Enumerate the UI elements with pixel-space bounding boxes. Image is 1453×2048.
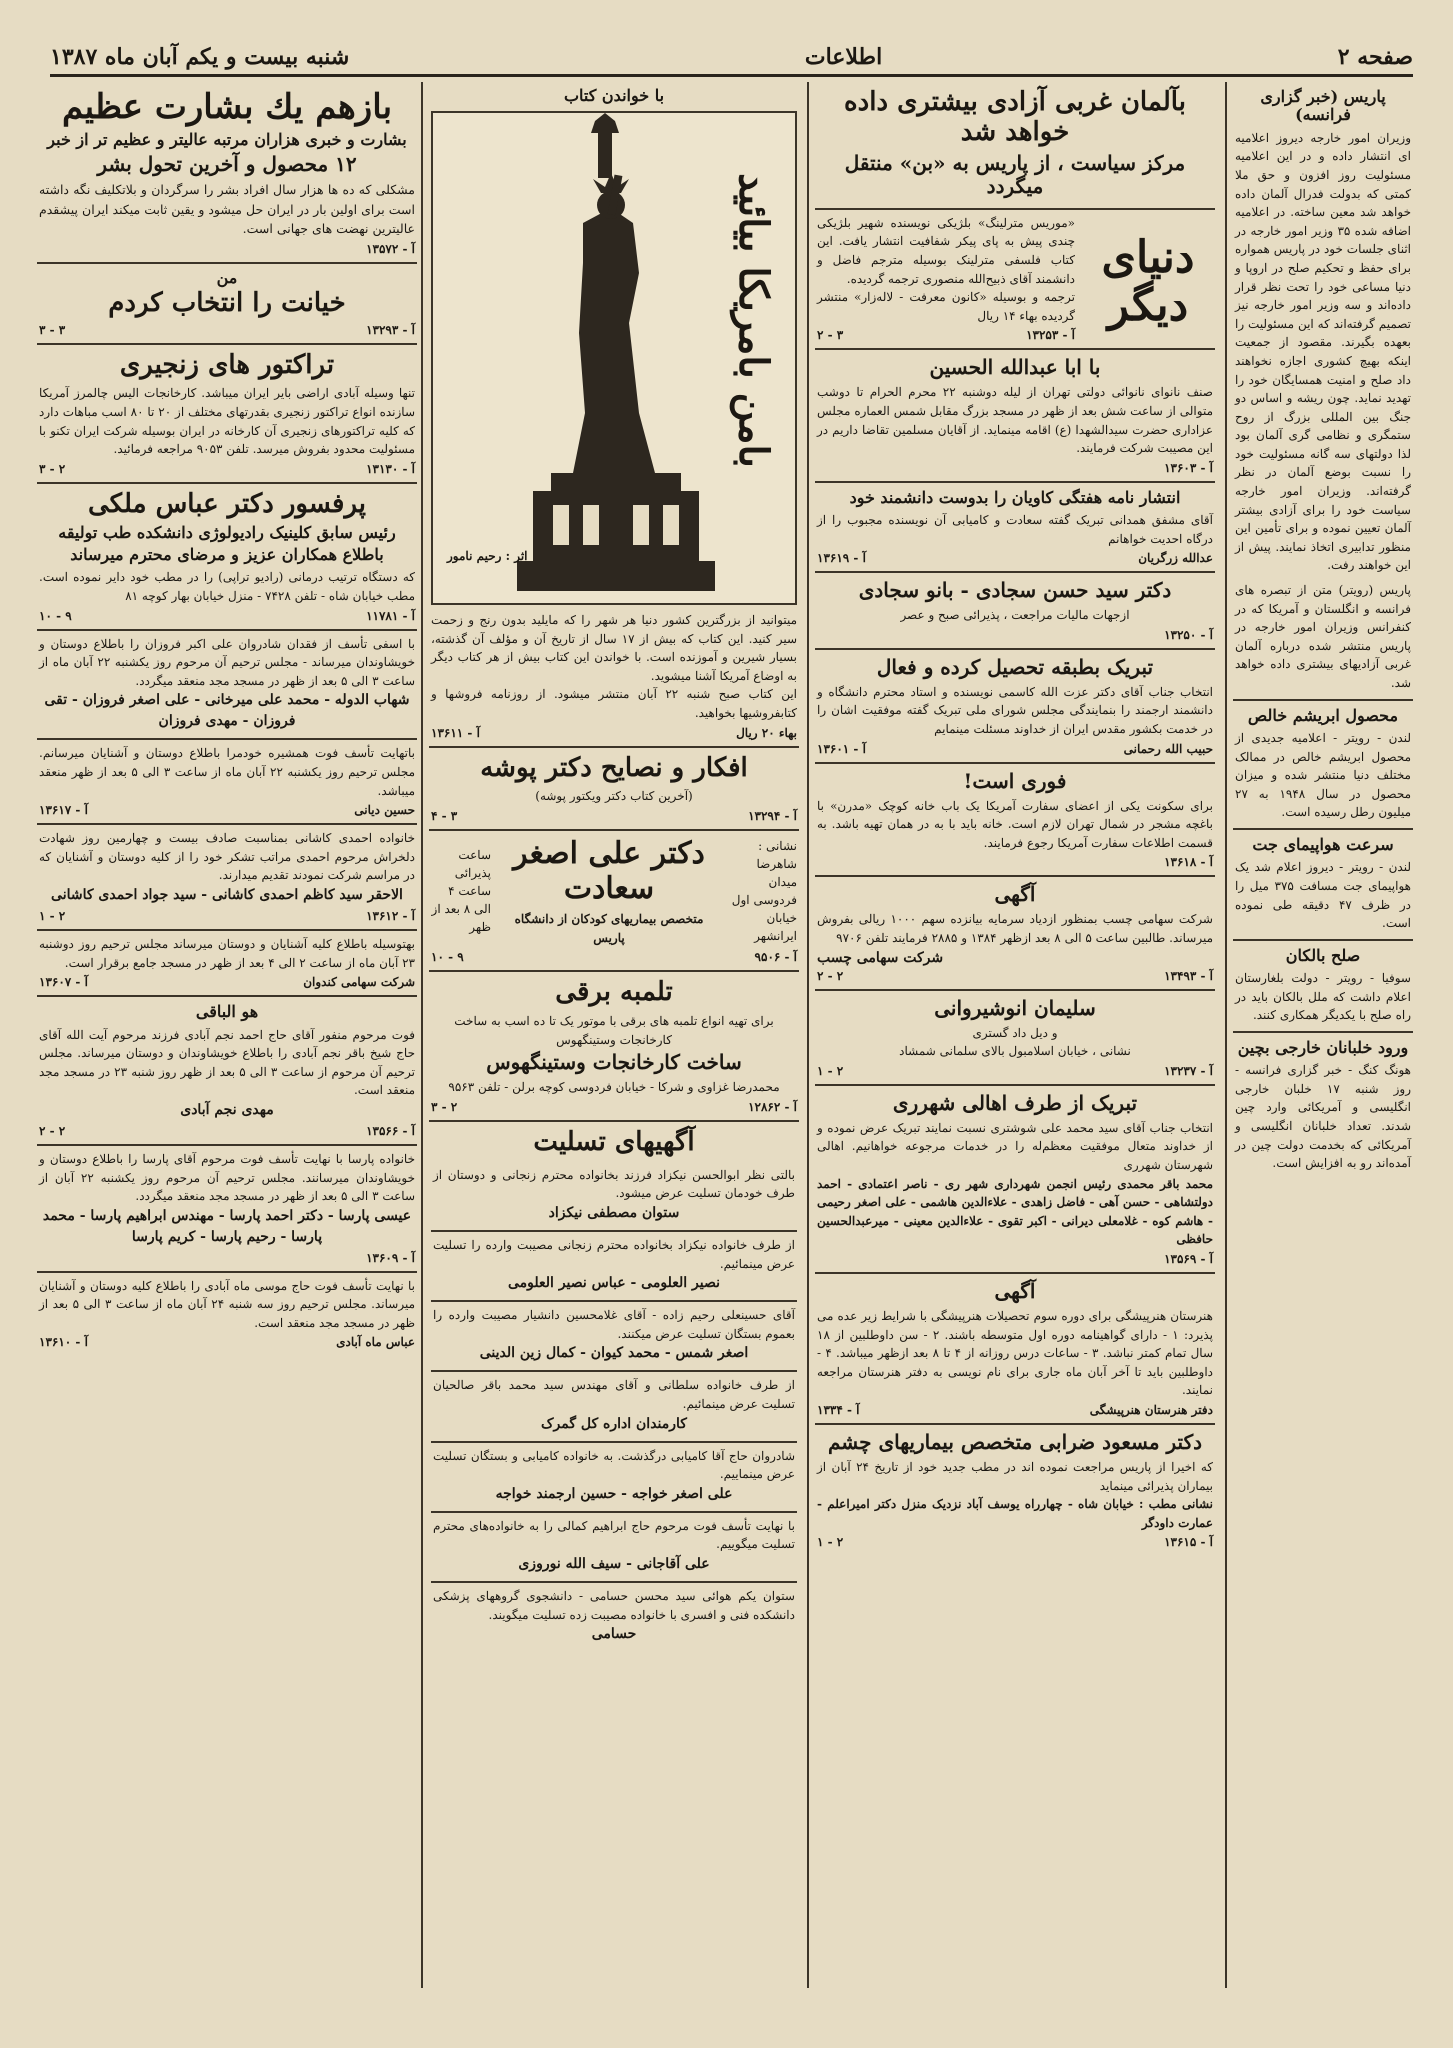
condolence-names: کارمندان اداره کل گمرک: [541, 1415, 687, 1432]
america-book-ref-code: آ - ۱۳۶۱۱: [431, 725, 480, 740]
dr-pouche-ref: [431, 809, 797, 823]
eye-doctor-address: نشانی مطب : خیابان شاه - چهارراه یوسف آباد نزدیک منزل دکتر امیراعلم - عمارت داودگر: [817, 1497, 1213, 1530]
obituary-mahabadi-body: با نهایت تأسف فوت حاج موسی ماه آبادی را باطلاع کلیه دوستان و آشنایان میرساند. مجلس ترحیم روز سه شنبه ۲۴ آبان ماه از ساعت ۳ الی ۵ بعد از ظهر در مسجد مجد منعقد است.: [39, 1278, 416, 1330]
acting-school-notice: [815, 1274, 1215, 1425]
share-sale-notice: [815, 877, 1215, 990]
dr-pouche-ref-no: ۳ - ۴: [431, 809, 458, 824]
obituary-najmabadi-ref: [39, 1124, 415, 1138]
book-ref: [817, 328, 1075, 342]
silk-news-body: لندن - رویتر - اعلامیه جدیدی از محصول ابریشم خالص در ممالک مختلف دنیا منتشر شده و میزان محصول در سال ۱۹۴۸ به ۲۷ میلیون رطل رسیده است.: [1235, 730, 1412, 820]
acting-school-body: هنرستان هنرپیشگی برای دوره سوم تحصیلات هنرپیشگی با شرایط زیر عده می پذیرد: ۱ - دارای گواهینامه دوره اول متوسطه باشند. ۲ - سن داوطلبین از ۱۸ سال تمام کمتر نباشد. ۳ - ساعات درس روزانه از ۴ تا ۸ بعد ازظهر میباشد. ۴ - داوطلبین باید تا آخر آبان ماه جاری برای نام نویسی به دفتر هنرستان مراجعه نمایند.: [817, 1308, 1214, 1398]
radiology-sub: رئیس سابق کلینیک رادیولوژی دانشکده طب تولیقه: [58, 522, 396, 542]
pump-sub: ساخت کارخانجات وستینگهوس: [486, 1050, 742, 1075]
glad-tidings-sub-2: ۱۲ محصول و آخرین تحول بشر: [97, 152, 357, 177]
publication-head: انتشار نامه هفتگی کاویان را بدوست دانشمند خود: [849, 487, 1181, 507]
masthead: [50, 40, 1413, 77]
pump-body: برای تهیه انواع تلمبه های برقی با موتور یک تا ده اسب به ساخت کارخانجات وستینگهوس: [454, 1014, 774, 1047]
condolence-text: با نهایت تأسف فوت مرحوم حاج ابراهیم کمالی را به خانواده‌های محترم تسلیت میگوییم.: [433, 1518, 795, 1552]
obituary-najmabadi-head: هو الباقی: [195, 1002, 259, 1022]
obituary-mahabadi-ref-code: آ - ۱۳۶۱۰: [39, 1335, 88, 1350]
america-book-ad: [429, 82, 799, 748]
dr-pouche-book-ad: [429, 748, 799, 831]
obituary-kashani-ref-code: آ - ۱۳۶۱۲: [366, 908, 415, 923]
obituary-dayani: [37, 740, 417, 825]
obituary-parsa-ref: [39, 1251, 415, 1265]
statue-illustration: [431, 111, 797, 605]
paris-news-body: وزیران امور خارجه دیروز اعلامیه ای انتشار داده و در این اعلامیه مسئولیت روز افزون و حق ملا کمتی که بدولت فدرال آلمان داده خواهد شد معین ساخته. در اعلامیه اضافه شده ۳۵ وزیر امور خارجه در اثنای جلسات خود در پاریس همواره برای حفظ و تحکیم صلح در اروپا و دنیا مساعی خود را تحت نظر قرار داده‌اند و سه وزیر امور خارجه نیز تصمیم گرفته‌اند که این مسئولیت را بعهده بگیرند. مقصود از جمعیت اینکه بهیچ کشوری اجازه نخواهند داد صلح و امنیت همسایگان خود را تهدید نماید. چون ریشه و اساس دو جنگ بین المللی بزرگ از روح ستمگری و نظامی گری آلمان بود لذا دولتهای سه گانه مسئولیت خود را نسبت بوضع آلمان در نظر گرفته‌اند. وزیران امور خارجه سیاست خود را برای آزادی بیشتر آلمان تعیین نموده و برای تأمین این منظور تدابیری اتخاذ نمایند. پیش از این خواهند رفت.: [1235, 130, 1411, 573]
lawyer-sub: و دیل داد گستری: [972, 1025, 1058, 1040]
share-sale-ref-code: آ - ۱۳۴۹۳: [1164, 968, 1213, 983]
congrats-notice: [815, 650, 1215, 764]
obituary-forouzan: [37, 631, 417, 741]
doctor-sajjadi-ref-code: آ - ۱۳۲۵۰: [1164, 627, 1213, 642]
silk-news-head: محصول ابریشم خالص: [1247, 705, 1399, 725]
congrats-head: تبریک بطبقه تحصیل کرده و فعال: [876, 654, 1154, 679]
pilots-news-head: ورود خلبانان خارجی بچین: [1237, 1037, 1409, 1057]
dr-pouche-ref-code: آ - ۱۳۲۹۴: [748, 809, 797, 824]
mourning-head: با ابا عبدالله الحسین: [929, 355, 1101, 380]
shahre-ray-ref-code: آ - ۱۳۵۶۹: [1164, 1251, 1213, 1266]
condolence-names: علی آقاجانی - سیف الله نوروزی: [518, 1555, 710, 1572]
pediatrician-hours: ساعت پذیرائی ساعت ۴ الی ۸ بعد از ظهر: [431, 848, 491, 935]
america-book-price: بهاء ۲۰ ریال: [736, 725, 797, 740]
radiology-ref-no: ۹ - ۱۰: [39, 608, 72, 623]
eye-doctor-body: که اخیرا از پاریس مراجعت نموده اند در مطب جدید خود از تاریخ ۲۴ آبان از بیماران پذیرائی مینماید: [817, 1459, 1214, 1493]
condolence-names: حسامی: [591, 1626, 637, 1643]
congrats-ref: [817, 742, 1213, 756]
share-sale-ref: [817, 969, 1213, 983]
book-ad: [815, 210, 1215, 351]
share-sale-ref-no: ۲ - ۲: [817, 968, 844, 983]
paris-news-head: پاریس (خبر گزاری فرانسه): [1260, 87, 1386, 125]
publication-signature: عدالله زرگریان: [1138, 551, 1213, 566]
pump-address: محمدرضا غزاوی و شرکا - خیابان فردوسی کوچه برلن - تلفن ۹۵۶۳: [448, 1080, 780, 1095]
publication-body: آقای مشفق همدانی تبریک گفته سعادت و کامیابی آن نویسنده مجبوب را از درگاه احدیت خواهانم: [817, 513, 1213, 546]
publication-ref-code: آ - ۱۳۶۱۹: [817, 551, 866, 566]
lead-story-sub: مرکز سیاست ، از پاریس به «بن» منتقل میگردد: [844, 150, 1186, 198]
lawyer-ref-code: آ - ۱۳۲۳۷: [1164, 1063, 1213, 1078]
paris-news-body-2: پاریس (رویتر) متن از تبصره های فرانسه و انگلستان و آمریکا که در کنفرانس وزیران امور خارجه در پاریس منتشر شده درباره آلمان غربی آزادیهای بیشتری داده خواهد شد.: [1235, 583, 1411, 690]
pump-ref-no: ۲ - ۳: [431, 1099, 458, 1114]
page-number: صفحه ۲: [1337, 44, 1413, 70]
pediatrician-ref: [431, 950, 797, 964]
obituary-dayani-ref-code: آ - ۱۳۶۱۷: [39, 803, 88, 818]
radiology-head: پرفسور دکتر عباس ملکی: [87, 488, 367, 519]
obituary-parsa-names: عیسی پارسا - دکتر احمد پارسا - مهندس ابراهیم پارسا - محمد پارسا - رحیم پارسا - کریم پارسا: [42, 1207, 412, 1245]
tractor-ref-code: آ - ۱۳۱۳۰: [366, 461, 415, 476]
condolence-item: [431, 1443, 797, 1513]
eye-doctor-ref-code: آ - ۱۳۶۱۵: [1164, 1535, 1213, 1550]
statue-title: بامن بامریکا بیائید: [730, 173, 777, 468]
condolence-names: ستوان مصطفی نیکزاد: [548, 1204, 680, 1221]
radiology-ref: [39, 609, 415, 623]
condolence-item: [431, 1583, 797, 1651]
silk-news: [1233, 701, 1413, 830]
eye-doctor-ref-no: ۲ - ۱: [817, 1535, 844, 1550]
obituary-parsa-body: خانواده پارسا با نهایت تأسف فوت مرحوم آقای پارسا را باطلاع دوستان و خویشاوندان میرسانند. مجلس ترحیم آن مرحوم روز یکشنبه ۲۲ آبان از ساعت ۳ الی ۵ بعد از ظهر در مسجد مجد منعقد میگردد.: [39, 1151, 415, 1204]
mourning-ref-code: آ - ۱۳۶۰۳: [1164, 460, 1213, 475]
pilots-news-body: هونگ کنگ - خبر گزاری فرانسه - روز شنبه ۱۷ خلبان خارجی انگلیسی و آمریکائی وارد چین شدند. تعداد خلبانان انگلیسی و آمریکائی که بخدمت دولت چین در آمده‌اند رو به افزایش است.: [1235, 1063, 1411, 1171]
condolence-item: [431, 1162, 797, 1232]
pediatrician-name: دکتر علی اصغر سعادت: [513, 836, 705, 906]
acting-school-ref: [817, 1403, 1213, 1417]
glad-tidings-ref: [39, 242, 415, 256]
pediatrician-spec: متخصص بیماریهای کودکان از دانشگاه پاریس: [514, 912, 704, 945]
ads-column-4: [31, 82, 423, 1988]
obituary-najmabadi-names: مهدی نجم آبادی: [180, 1101, 274, 1118]
tractor-ref-no: ۲ - ۳: [39, 461, 66, 476]
condolence-item: [431, 1302, 797, 1372]
jet-news-body: لندن - رویتر - دیروز اعلام شد یک هواپیمای جت مسافت ۳۷۵ میل را در ظرف ۴۷ دقیقه طی نموده است.: [1235, 860, 1411, 931]
obituary-kashani: [37, 825, 417, 931]
condolence-section: [429, 1122, 799, 1657]
obituary-kandovan-signature: شرکت سهامی کندوان: [303, 975, 415, 990]
glad-tidings-body: مشکلی که ده ها هزار سال افراد بشر را سرگردان و بلاتکلیف نگه داشته است برای اولین بار در ایران حل میشود و یقین ثابت میکند ایران پیشقدم عالیترین نهضت های جهانی است.: [39, 182, 415, 237]
peace-news-body: سوفیا - رویتر - دولت بلغارستان اعلام داشت که ملل بالکان باید در راه صلح با یکدیگر همکاری کنند.: [1235, 971, 1411, 1023]
pediatrician-ad: [429, 831, 799, 972]
mourning-notice: [815, 350, 1215, 482]
pump-head: تلمبه برقی: [555, 977, 673, 1008]
obituary-kandovan-ref-code: آ - ۱۳۶۰۷: [39, 975, 88, 990]
condolence-list: [431, 1162, 797, 1651]
ads-column-2: [807, 82, 1221, 1988]
condolence-text: آقای حسینعلی رحیم زاده - آقای غلامحسین دانشیار مصیبت وارده را بعموم بستگان تسلیت عرض میکنند.: [433, 1308, 795, 1341]
radiology-ref-code: آ - ۱۱۷۸۱: [366, 608, 415, 623]
dr-pouche-head: افکار و نصایح دکتر پوشه: [480, 752, 748, 783]
obituary-dayani-signature: حسین دیانی: [354, 803, 415, 818]
lead-story: [815, 82, 1215, 210]
book-note: ترجمه و بوسیله «کانون معرفت - لاله‌زار» منتشر گردیده بهاء ۱۴ ریال: [817, 290, 1075, 323]
radiology-sub-2: باطلاع همکاران عزیز و مرضای محترم میرساند: [70, 545, 384, 565]
condolence-names: اصغر شمس - محمد کیوان - کمال زین الدینی: [479, 1345, 749, 1362]
obituary-dayani-body: باتهایت تأسف فوت همشیره خودمرا باطلاع دوستان و آشنایان میرسانم. مجلس ترحیم روز یکشنبه ۲۲ آبان ماه از ساعت ۳ الی ۵ بعد از ظهر منعقد میباشد.: [39, 746, 415, 798]
obituary-parsa-ref-code: آ - ۱۳۶۰۹: [366, 1250, 415, 1265]
condolence-text: بالتی نظر ابوالحسن نیکزاد فرزند بخانواده محترم زنجانی و دوستان از طرف خودمان تسلیت عرض میشود.: [433, 1167, 795, 1201]
condolence-item: [431, 1232, 797, 1302]
condolence-names: علی اصغر خواجه - حسین ارجمند خواجه: [495, 1485, 733, 1502]
pump-ref-code: آ - ۱۲۸۶۲: [748, 1099, 797, 1114]
lawyer-head: سلیمان انوشیروانی: [934, 995, 1096, 1020]
tractor-ref: [39, 462, 415, 476]
betrayal-head: خیانت را انتخاب کردم: [108, 287, 346, 318]
pediatrician-ref-no: ۹ - ۱۰: [431, 950, 464, 965]
obituary-najmabadi-ref-code: آ - ۱۳۵۶۶: [366, 1123, 415, 1138]
obituary-mahabadi: [37, 1273, 417, 1356]
lawyer-ref: [817, 1064, 1213, 1078]
eye-doctor-ad: [815, 1425, 1215, 1555]
congrats-body: انتخاب جناب آقای دکتر عزت الله کاسمی نویسنده و استاد محترم دانشگاه و دانشمند ارجمند را بنمایندگی مجلس شورای ملی تبریک گفته موفقیت اشان را در خدمت بکشور مقدس ایران از خداوند مسئلت مینمایم: [817, 684, 1213, 737]
pump-ref: [431, 1100, 797, 1114]
america-book-ref: [431, 726, 797, 740]
obituary-kashani-names: الاحقر سید کاظم احمدی کاشانی - سید جواد احمدی کاشانی: [51, 886, 403, 903]
betrayal-pre: من: [216, 267, 238, 287]
urgent-notice: [815, 764, 1215, 878]
betrayal-ref: [39, 323, 415, 337]
glad-tidings-ad: [37, 82, 417, 264]
betrayal-ref-no: ۳ - ۳: [39, 322, 66, 337]
book-ref-no: ۳ - ۲: [817, 328, 844, 343]
shahre-ray-head: تبریک از طرف اهالی شهرری: [892, 1090, 1138, 1115]
betrayal-book-ad: [37, 264, 417, 345]
america-book-top-label: با خواندن کتاب: [563, 86, 665, 105]
share-sale-head: آگهی: [994, 882, 1036, 907]
eye-doctor-head: دکتر مسعود ضرابی متخصص بیماریهای چشم: [827, 1429, 1203, 1454]
obituary-kashani-body: خانواده احمدی کاشانی بمناسبت صادف بیست و چهارمین روز شهادت دلخراش مرحوم احمدی مراتب تشکر خود را از کلیه دوستان و آشنایان که در مراسم شرکت نمودند تقدیم میدارند.: [39, 831, 415, 883]
pediatrician-ref-code: آ - ۹۵۰۶: [754, 950, 797, 965]
peace-news-head: صلح بالکان: [1285, 945, 1361, 965]
condolence-head: آگهیهای تسلیت: [533, 1126, 695, 1157]
mourning-body: صنف نانوای نانوائی دولتی تهران از لیله دوشنبه ۲۲ محرم الحرام تا دوشب متوالی از ساعت شش بعد از ظهر در مسجد بزرگ مقابل شمس العماره مجلس عزاداری حضرت سیدالشهدا (ع) اقامه مینماید. از آقایان مسلمین تقاضا داریم در این مصیبت شرکت فرمایند.: [817, 385, 1214, 456]
electric-pump-ad: [429, 972, 799, 1122]
tractor-ad: [37, 345, 417, 484]
jet-news-head: سرعت هواپیمای جت: [1252, 834, 1394, 854]
shahre-ray-ref: [817, 1252, 1213, 1266]
betrayal-ref-code: آ - ۱۳۲۹۳: [366, 322, 415, 337]
acting-school-ref-code: آ - ۱۳۳۴: [817, 1402, 860, 1417]
radiology-ad: [37, 484, 417, 631]
urgent-ref-code: آ - ۱۳۶۱۸: [1164, 855, 1213, 870]
statue-caption: اثر : رحیم نامور: [447, 549, 528, 563]
publication-ref: [817, 551, 1213, 565]
book-ref-code: آ - ۱۳۲۵۳: [1026, 328, 1075, 343]
condolence-text: از طرف خانواده سلطانی و آقای مهندس سید محمد باقر صالحیان تسلیت عرض مینمائیم.: [433, 1378, 795, 1411]
urgent-body: برای سکونت یکی از اعضای سفارت آمریکا یک باب خانه کوچک «مدرن» با باغچه مشجر در شمال تهران لازم است. خانه باید با به در همان تهیه باشد. به قسمت اطلاعات سفارت آمریکا رجوع فرمایند.: [817, 798, 1213, 850]
urgent-head: فوری است!: [963, 768, 1067, 793]
radiology-body: که دستگاه ترتیب درمانی (رادیو تراپی) را در مطب خود دایر نموده است. مطب خیابان شاه - تلفن ۷۴۲۸ - منزل خیابان بهار کوچه ۸۱: [39, 570, 415, 604]
america-book-body: میتوانید از بزرگترین کشور دنیا هر شهر را که مایلید بدون رنج و زحمت سیر کنید. این کتاب که بیش از ۱۷ سال از تاریخ آن و مؤلف آن گذشته، بسیار شیرین و آموزنده است. با خواندن این کتاب بیش از هر کتاب دیگر به اوضاع آمریکا آشنا میشوید.: [431, 613, 797, 683]
book-title: دنیای دیگر: [1101, 231, 1195, 332]
obituary-kandovan: [37, 931, 417, 997]
lawyer-ref-no: ۲ - ۱: [817, 1063, 844, 1078]
congrats-ref-code: آ - ۱۳۶۰۱: [817, 741, 866, 756]
news-column: [1225, 82, 1413, 1988]
shahre-ray-congrats: [815, 1086, 1215, 1274]
doctor-sajjadi-body: ازجهات مالیات مراجعت ، پذیرائی صبح و عصر: [900, 608, 1130, 623]
condolence-text: ستوان یکم هوائی سید محسن حسامی - دانشجوی گروههای پزشکی دانشکده فنی و افسری با خانواده مصیبت زده تسلیت میگویند.: [433, 1588, 795, 1622]
acting-school-head: آگهی: [994, 1278, 1036, 1303]
mourning-ref: [817, 461, 1213, 475]
condolence-item: [431, 1372, 797, 1442]
obituary-kandovan-ref: [39, 975, 415, 989]
book-title-box: [1083, 214, 1213, 343]
book-desc: «موریس مترلینگ» بلژیکی نویسنده شهیر بلژیکی چندی پیش به پای پیکر شفافیت انتشار یافت. این کتاب فلسفی مترلینک بوسیله مترجم فاضل و دانشمند آقای ذبیح‌الله منصوری ترجمه گردیده.: [817, 215, 1075, 286]
lead-story-head: بآلمان غربی آزادی بیشتری داده خواهد شد: [844, 87, 1186, 147]
congrats-signature: حبیب الله رحمانی: [1123, 741, 1213, 756]
lawyer-ad: [815, 991, 1215, 1086]
obituary-mahabadi-ref: [39, 1335, 415, 1349]
jet-news: [1233, 830, 1413, 941]
condolence-item: [431, 1513, 797, 1583]
obituary-mahabadi-signature: عباس ماه آبادی: [336, 1335, 415, 1350]
america-book-tail: این کتاب صبح شنبه ۲۲ آبان منتشر میشود. از روزنامه فروشها و کتابفروشیها بخواهید.: [431, 687, 798, 720]
dr-pouche-sub: (آخرین کتاب دکتر ویکتور پوشه): [535, 789, 693, 804]
acting-school-signature: دفتر هنرستان هنرپیشگی: [1089, 1402, 1213, 1417]
obituary-najmabadi-body: فوت مرحوم منفور آقای حاج احمد نجم آبادی فرزند مرحوم آیت الله آقای حاج شیخ باقر نجم آبادی را باطلاع خویشاوندان و دوستان میرساند. مجلس ترحیم آن مرحوم از ساعت ۳ الی ۵ بعد از ظهر روز شنبه ۲۳ در مسجد مجد منعقد است.: [39, 1027, 416, 1098]
obituary-parsa: [37, 1146, 417, 1273]
obituary-kashani-ref: [39, 909, 415, 923]
publication-notice: [815, 483, 1215, 574]
pediatrician-address: نشانی : شاهرضا میدان فردوسی اول خیابان ایرانشهر: [731, 839, 797, 944]
shahre-ray-body: انتخاب جناب آقای سید محمد علی شوشتری نسبت نمایند تبریک عرض نموده و از خداوند متعال موفقیت معظم‌له را در خدمات مرجوعه خواهانیم. اهالی شهرستان شهرری: [817, 1120, 1213, 1173]
condolence-text: شادروان حاج آقا کامیابی درگذشت. به خانواده کامیابی و بستگان تسلیت عرض مینماییم.: [433, 1448, 795, 1482]
obituary-forouzan-names: شهاب الدوله - محمد علی میرخانی - علی اصغر فروزان - تقی فروزان - مهدی فروزان: [44, 692, 410, 730]
condolence-text: از طرف خانواده نیکزاد بخانواده محترم زنجانی مصیبت وارده را تسلیت عرض مینمائیم.: [433, 1237, 795, 1271]
obituary-dayani-ref: [39, 803, 415, 817]
condolence-names: نصیر العلومی - عباس نصیر العلومی: [508, 1275, 720, 1292]
obituary-najmabadi-ref-no: ۲ - ۲: [39, 1123, 66, 1138]
glad-tidings-head: بازهم یك بشارت عظیم: [61, 87, 393, 127]
obituary-forouzan-body: با اسفی تأسف از فقدان شادروان علی اکبر فروزان را باطلاع دوستان و خویشاوندان میرساند - مجلس ترحیم آن مرحوم روز یکشنبه ۲۲ آبان ماه از ساعت ۳ الی ۵ بعد از ظهر در مسجد مجد منعقد میگردد.: [39, 636, 415, 688]
doctor-sajjadi: [815, 573, 1215, 650]
tractor-body: تنها وسیله آبادی اراضی بایر ایران میباشد. کارخانجات الیس چالمرز آمریکا سازنده انواع تراکتور زنجیری بقدرتهای مختلف از ۲۰ تا ۸۰ اسب مباهات دارد که کلیه تراکتورهای زنجیری آن کارخانه در ایران بوسیله شرکت ایران تکنو با مسئولیت محدود بفروش میرسد. تلفن ۹۰۵۳ مراجعه فرمائید.: [39, 386, 416, 457]
ads-column-3: [421, 82, 805, 1988]
doctor-sajjadi-ref: [817, 628, 1213, 642]
paper-name: اطلاعات: [804, 44, 883, 70]
lawyer-address: نشانی ، خیابان اسلامبول بالای سلمانی شمشاد: [899, 1044, 1131, 1059]
pilots-news: [1233, 1033, 1413, 1179]
obituary-kandovan-body: بهتوسیله باطلاع کلیه آشنایان و دوستان میرساند مجلس ترحیم روز دوشنبه ۲۳ آبان ماه از ساعت ۲ الی ۴ بعد از ظهر در مسجد جامع برقرار است.: [39, 936, 415, 970]
issue-date: شنبه بیست و یکم آبان ماه ۱۳۸۷: [50, 44, 350, 70]
glad-tidings-ref-code: آ - ۱۳۵۷۲: [366, 241, 415, 256]
glad-tidings-sub: بشارت و خبری هزاران مرتبه عالیتر و عظیم تر از خبر: [47, 130, 407, 150]
doctor-sajjadi-head: دکتر سید حسن سجادی - بانو سجادی: [858, 578, 1172, 603]
share-sale-signature: شرکت سهامی چسب: [817, 949, 944, 966]
shahre-ray-names: محمد باقر محمدی رئیس انجمن شهرداری شهر ری - ناصر اعتمادی - احمد دولتشاهی - حسن آهی - فاضل زاهدی - علاءالدین هاشمی - علی اصغر رحیمی - هاشم کوه - غلامعلی دیرانی - اکبر تقوی - علاءالدین معینی - میرعبدالحسین حافظی: [817, 1176, 1213, 1247]
share-sale-body: شرکت سهامی چسب بمنظور ازدیاد سرمایه بیانزده سهم ۱۰۰۰ ریالی بفروش میرساند. طالبین ساعت ۵ الی ۸ بعد ازظهر ۱۳۸۴ و ۲۸۸۵ فرمایند تلفن ۹۷۰۶: [817, 912, 1213, 946]
eye-doctor-ref: [817, 1535, 1213, 1549]
peace-news: [1233, 941, 1413, 1033]
obituary-najmabadi: [37, 997, 417, 1146]
obituary-kashani-ref-no: ۲ - ۱: [39, 908, 66, 923]
tractor-head: تراکتور های زنجیری: [119, 349, 335, 380]
paris-news: [1233, 82, 1413, 701]
urgent-ref: [817, 855, 1213, 869]
